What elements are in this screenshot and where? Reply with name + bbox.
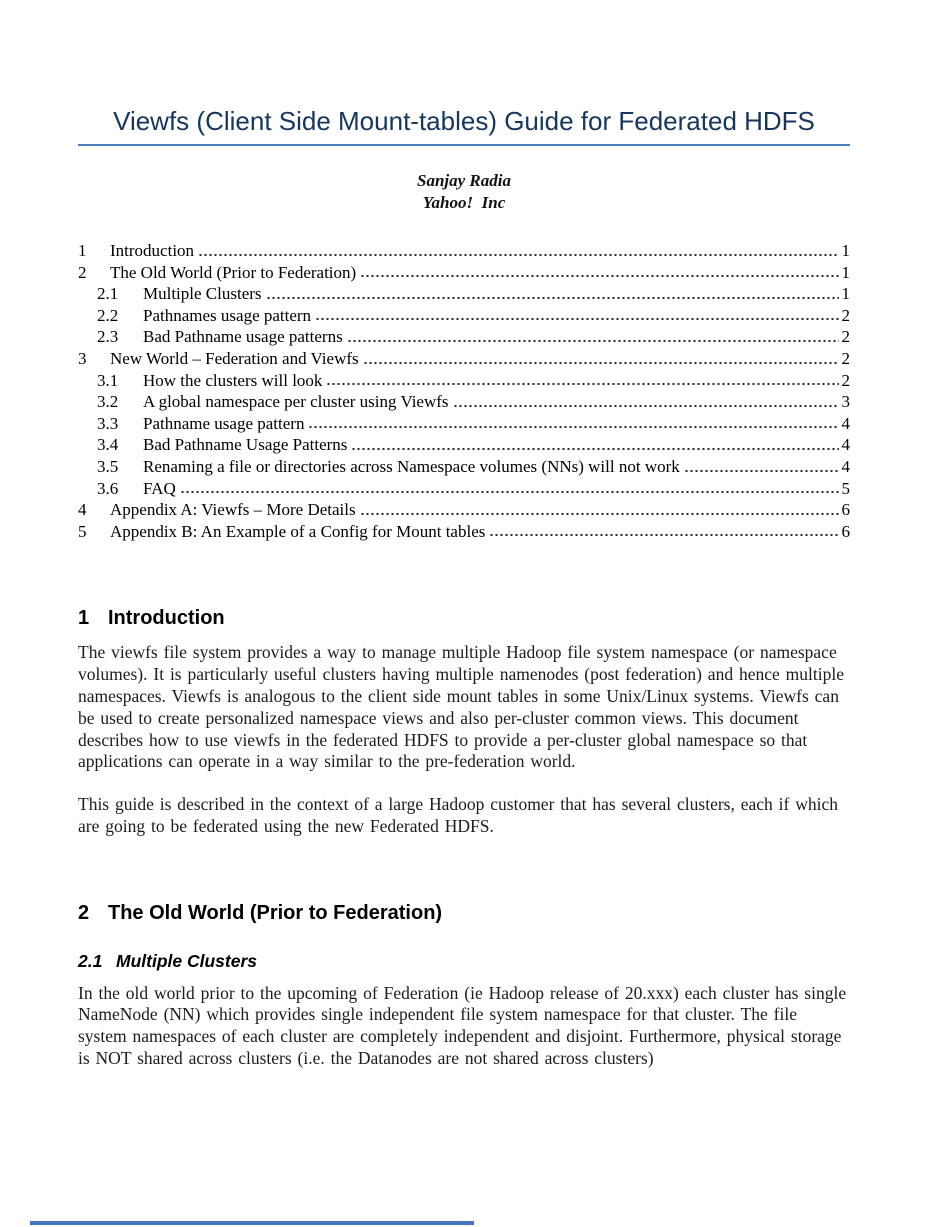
toc-entry-label: Bad Pathname Usage Patterns: [143, 435, 348, 455]
paragraph: In the old world prior to the upcoming of Federation (ie Hadoop release of 20.xxx) each cluster has single NameNode (NN) which provides single independent file system namespace for that cluster. The file system namespaces of each cluster are completely independent and disjoint. Furthermore, physical storage is NOT shared across clusters (i.e. the Datanodes are not shared across clusters): [78, 982, 847, 1069]
toc-entry[interactable]: [78, 434, 850, 456]
toc-entry-label: Bad Pathname usage patterns: [143, 327, 343, 347]
toc-entry-label: The Old World (Prior to Federation): [110, 262, 357, 282]
toc-entry-number: 3.5: [97, 456, 119, 476]
toc-entry[interactable]: [78, 499, 850, 521]
toc-entry-label: How the clusters will look: [143, 370, 323, 390]
toc-entry[interactable]: [78, 478, 850, 500]
toc-dot-leader: [326, 370, 838, 392]
toc-page-number: 4: [841, 435, 850, 455]
title-underline-rule: [78, 144, 850, 146]
toc-entry-label: Multiple Clusters: [143, 284, 262, 304]
section-introduction: [78, 605, 850, 837]
section-1-heading: [78, 605, 850, 631]
section-old-world: [78, 900, 850, 1070]
toc-entry[interactable]: [78, 305, 850, 327]
toc-entry-number: 5: [78, 521, 87, 541]
toc-dot-leader: [360, 499, 839, 521]
toc-entry-label: Appendix B: An Example of a Config for Mount tables: [110, 521, 486, 541]
section-2-heading: [78, 900, 850, 926]
toc-entry[interactable]: [78, 370, 850, 392]
toc-entry-number: 3.1: [97, 370, 119, 390]
toc-entry[interactable]: [78, 348, 850, 370]
toc-page-number: 4: [841, 413, 850, 433]
toc-dot-leader: [315, 305, 838, 327]
toc-page-number: 3: [841, 392, 850, 412]
toc-entry-number: 3.2: [97, 392, 119, 412]
toc-page-number: 4: [841, 456, 850, 476]
toc-entry-label: Renaming a file or directories across Namespace volumes (NNs) will not work: [143, 456, 680, 476]
subsection-2-1-number: 2.1: [78, 950, 103, 971]
toc-dot-leader: [453, 391, 839, 413]
toc-entry-label: New World – Federation and Viewfs: [110, 348, 359, 368]
table-of-contents: [78, 240, 850, 542]
author-organization: Yahoo! Inc: [422, 193, 506, 212]
section-1-number: 1: [78, 607, 90, 630]
toc-page-number: 2: [841, 327, 850, 347]
toc-entry-number: 3: [78, 348, 87, 368]
toc-dot-leader: [308, 413, 838, 435]
section-2-number: 2: [78, 901, 90, 924]
toc-entry-label: Pathname usage pattern: [143, 413, 305, 433]
toc-entry[interactable]: [78, 240, 850, 262]
toc-entry[interactable]: [78, 456, 850, 478]
toc-page-number: 6: [841, 521, 850, 541]
toc-dot-leader: [363, 348, 839, 370]
toc-entry-label: Pathnames usage pattern: [143, 305, 312, 325]
toc-page-number: 2: [841, 348, 850, 368]
toc-dot-leader: [684, 456, 839, 478]
toc-entry[interactable]: [78, 262, 850, 284]
toc-page-number: 2: [841, 305, 850, 325]
toc-page-number: 2: [841, 370, 850, 390]
toc-entry-number: 2: [78, 262, 87, 282]
toc-entry-label: Appendix A: Viewfs – More Details: [110, 500, 356, 520]
toc-entry-number: 3.4: [97, 435, 119, 455]
toc-entry[interactable]: [78, 283, 850, 305]
toc-dot-leader: [347, 326, 839, 348]
toc-entry-number: 2.2: [97, 305, 119, 325]
paragraph: The viewfs file system provides a way to manage multiple Hadoop file system namespace (or namespace volumes). It is particularly useful clusters having multiple namenodes (post federation) and hence multiple namespaces. Viewfs is analogous to the client side mount tables in some Unix/Linux systems. Viewfs can be used to create personalized namespace views and also per-cluster common views. This document describes how to use viewfs in the federated HDFS to provide a per-cluster global namespace so that applications can operate in a way similar to the pre-federation world.: [78, 642, 844, 772]
toc-entry-number: 4: [78, 500, 87, 520]
toc-entry-number: 3.6: [97, 478, 119, 498]
toc-page-number: 5: [841, 478, 850, 498]
section-1-title: Introduction: [108, 607, 225, 630]
subsection-2-1-title: Multiple Clusters: [116, 950, 257, 971]
toc-entry[interactable]: [78, 521, 850, 543]
bottom-partial-rule: [30, 1221, 474, 1225]
document-content: [0, 104, 950, 1070]
toc-dot-leader: [198, 240, 838, 262]
toc-entry-number: 3.3: [97, 413, 119, 433]
toc-page-number: 1: [841, 284, 850, 304]
toc-entry-label: Introduction: [110, 241, 195, 260]
toc-dot-leader: [489, 521, 838, 543]
toc-page-number: 1: [841, 262, 850, 282]
document-title: Viewfs (Client Side Mount-tables) Guide for Federated HDFS: [113, 106, 815, 136]
toc-entry[interactable]: [78, 413, 850, 435]
toc-dot-leader: [360, 262, 838, 284]
toc-page-number: 6: [841, 500, 850, 520]
paragraph: This guide is described in the context of a large Hadoop customer that has several clusters, each if which are going to be federated using the new Federated HDFS.: [78, 794, 838, 836]
toc-dot-leader: [180, 478, 839, 500]
subsection-2-1-heading: [78, 950, 850, 972]
author-name: Sanjay Radia: [417, 171, 511, 190]
toc-page-number: 1: [841, 241, 850, 260]
toc-entry[interactable]: [78, 326, 850, 348]
toc-entry-number: 1: [78, 241, 87, 260]
toc-entry-label: FAQ: [143, 478, 176, 498]
toc-entry-number: 2.1: [97, 284, 119, 304]
toc-entry-label: A global namespace per cluster using Viewfs: [143, 392, 449, 412]
section-2-title: The Old World (Prior to Federation): [108, 901, 443, 924]
author-block: [78, 170, 850, 214]
toc-dot-leader: [266, 283, 839, 305]
toc-entry[interactable]: [78, 391, 850, 413]
toc-dot-leader: [351, 434, 838, 456]
toc-entry-number: 2.3: [97, 327, 119, 347]
